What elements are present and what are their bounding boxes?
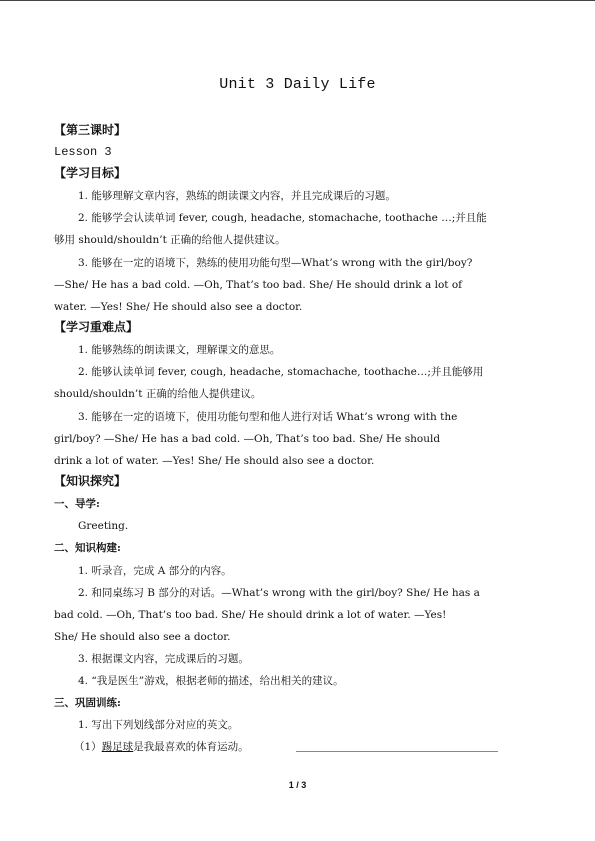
guide-heading: 一、导学: (54, 498, 100, 510)
underlined-phrase: 踢足球 (101, 741, 134, 753)
document-title: Unit 3 Daily Life (219, 76, 376, 93)
answer-blank-line[interactable] (296, 751, 498, 752)
practice-heading: 三、巩固训练: (54, 697, 121, 709)
keypoint-1: 1. 能够熟练的朗读课文，理解课文的意思。 (78, 344, 281, 356)
build-item-2-line-3: She/ He should also see a doctor. (54, 631, 231, 643)
keypoint-2-line-1: 2. 能够认读单词 fever, cough, headache, stomachache, toothache…;并且能够用 (78, 366, 484, 378)
page-number: 1 / 3 (288, 780, 307, 790)
build-item-2-line-2: bad cold. —Oh, That’s too bad. She/ He should drink a lot of water. —Yes! (54, 609, 447, 621)
question-number: （1） (74, 741, 102, 753)
build-item-1: 1. 听录音，完成 A 部分的内容。 (78, 565, 232, 577)
objective-2-line-1: 2. 能够学会认读单词 fever, cough, headache, stomachache, toothache …;并且能 (78, 212, 487, 224)
question-text: 是我最喜欢的体育运动。 (133, 741, 249, 753)
practice-question-1 (74, 740, 249, 754)
page-top-rule (0, 0, 595, 1)
keypoint-2-line-2: should/shouldn’t 正确的给他人提供建议。 (54, 388, 262, 400)
objective-3-line-1: 3. 能够在一定的语境下，熟练的使用功能句型—What’s wrong with the girl/boy? (78, 257, 473, 269)
keypoint-3-line-2: girl/boy? —She/ He has a bad cold. —Oh, That’s too bad. She/ He should (54, 433, 441, 445)
objective-2-line-2: 够用 should/shouldn’t 正确的给他人提供建议。 (54, 234, 286, 246)
lesson-label: Lesson 3 (54, 145, 112, 159)
build-item-2-line-1: 2. 和同桌练习 B 部分的对话。—What’s wrong with the girl/boy? She/ He has a (78, 587, 480, 599)
objectives-heading: 【学习目标】 (54, 166, 127, 180)
keypoint-3-line-3: drink a lot of water. —Yes! She/ He should also see a doctor. (54, 455, 375, 467)
practice-item-1: 1. 写出下列划线部分对应的英文。 (78, 719, 239, 731)
keypoint-3-line-1: 3. 能够在一定的语境下，使用功能句型和他人进行对话 What’s wrong with the (78, 411, 458, 423)
objective-3-line-3: water. —Yes! She/ He should also see a doctor. (54, 301, 303, 313)
keypoints-heading: 【学习重难点】 (54, 320, 139, 334)
guide-text: Greeting. (78, 520, 129, 532)
explore-heading: 【知识探究】 (54, 474, 127, 488)
build-heading: 二、知识构建: (54, 542, 121, 554)
section-period-heading: 【第三课时】 (54, 123, 127, 137)
build-item-3: 3. 根据课文内容，完成课后的习题。 (78, 653, 249, 665)
objective-1: 1. 能够理解文章内容，熟练的朗读课文内容，并且完成课后的习题。 (78, 190, 396, 202)
build-item-4: 4. “我是医生”游戏，根据老师的描述，给出相关的建议。 (78, 675, 344, 687)
objective-3-line-2: —She/ He has a bad cold. —Oh, That’s too bad. She/ He should drink a lot of (54, 279, 463, 291)
